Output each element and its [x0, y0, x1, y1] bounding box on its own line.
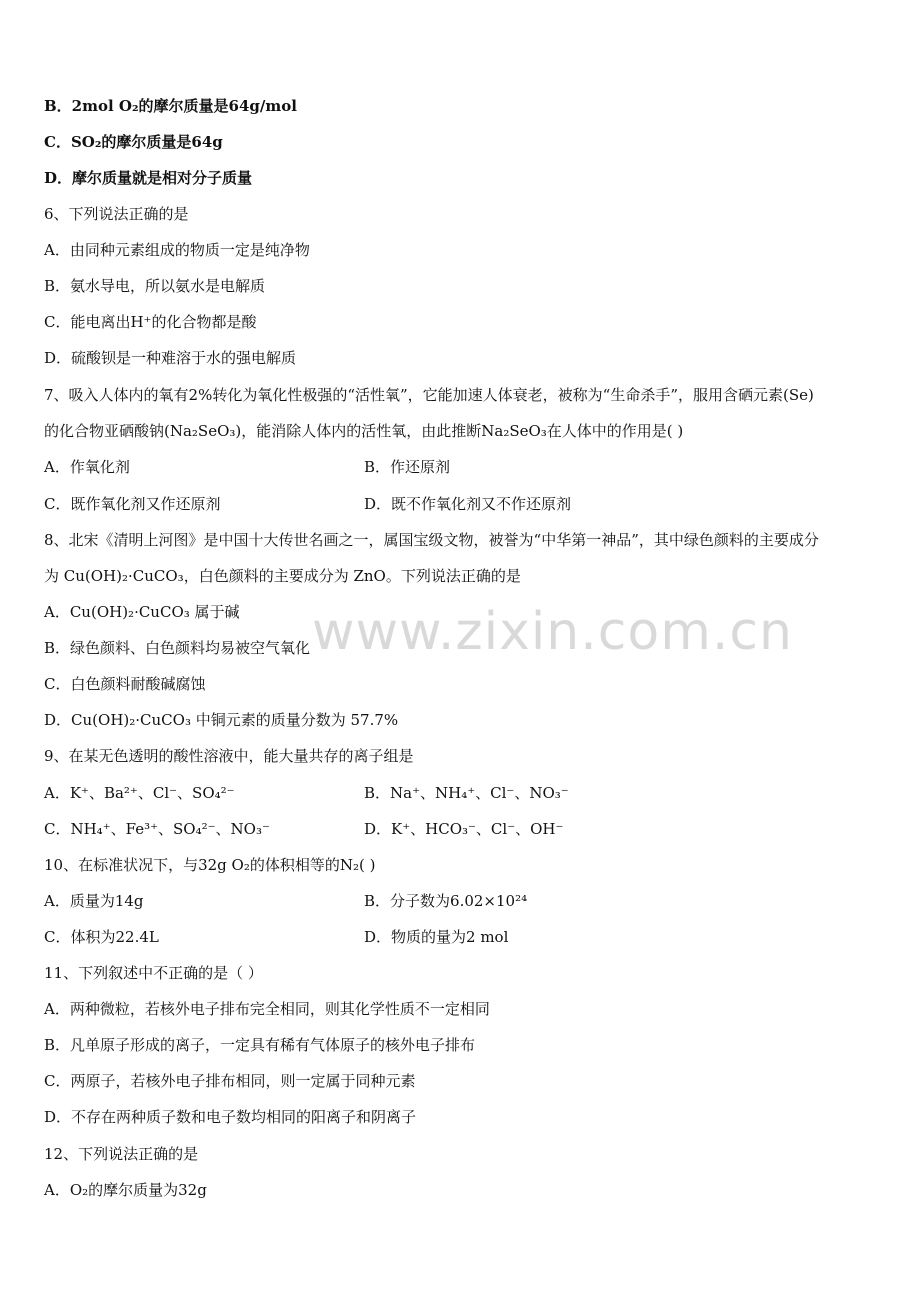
- q7-option-b: B．作还原剂: [364, 458, 451, 476]
- option-d-line: D．摩尔质量就是相对分子质量: [44, 169, 253, 187]
- q11-option-d: D．不存在两种质子数和电子数均相同的阳离子和阴离子: [44, 1108, 417, 1126]
- q6-option-c: C．能电离出H⁺的化合物都是酸: [44, 313, 257, 331]
- question-11: 11、下列叙述中不正确的是（ ）: [44, 964, 263, 982]
- q6-option-a: A．由同种元素组成的物质一定是纯净物: [44, 241, 310, 259]
- q6-option-b: B．氨水导电，所以氨水是电解质: [44, 277, 266, 295]
- q8-option-d: D．Cu(OH)₂·CuCO₃ 中铜元素的质量分数为 57.7%: [44, 711, 399, 729]
- question-8-line1: 8、北宋《清明上河图》是中国十大传世名画之一，属国宝级文物，被誉为“中华第一神品”，其中绿色颜料的主要成分: [44, 531, 819, 549]
- q11-option-b: B．凡单原子形成的离子，一定具有稀有气体原子的核外电子排布: [44, 1036, 476, 1054]
- question-12: 12、下列说法正确的是: [44, 1145, 199, 1163]
- q8-option-c: C．白色颜料耐酸碱腐蚀: [44, 675, 206, 693]
- q10-option-d: D．物质的量为2 mol: [364, 928, 509, 946]
- q8-option-a: A．Cu(OH)₂·CuCO₃ 属于碱: [44, 603, 240, 621]
- q7-option-c: C．既作氧化剂又作还原剂: [44, 495, 221, 513]
- question-7-line1: 7、吸入人体内的氧有2%转化为氧化性极强的“活性氧”，它能加速人体衰老，被称为“生命杀手”，服用含硒元素(Se): [44, 386, 814, 404]
- question-6: 6、下列说法正确的是: [44, 205, 189, 223]
- q11-option-a: A．两种微粒，若核外电子排布完全相同，则其化学性质不一定相同: [44, 1000, 490, 1018]
- q7-option-d: D．既不作氧化剂又不作还原剂: [364, 495, 572, 513]
- question-9: 9、在某无色透明的酸性溶液中，能大量共存的离子组是: [44, 747, 414, 765]
- q9-option-a: A．K⁺、Ba²⁺、Cl⁻、SO₄²⁻: [44, 784, 235, 802]
- watermark: www.zixin.com.cn: [312, 602, 793, 662]
- q7-option-a: A．作氧化剂: [44, 458, 130, 476]
- q10-option-c: C．体积为22.4L: [44, 928, 159, 946]
- q11-option-c: C．两原子，若核外电子排布相同，则一定属于同种元素: [44, 1072, 416, 1090]
- q9-option-b: B．Na⁺、NH₄⁺、Cl⁻、NO₃⁻: [364, 784, 569, 802]
- q10-option-a: A．质量为14g: [44, 892, 144, 910]
- q6-option-d: D．硫酸钡是一种难溶于水的强电解质: [44, 349, 297, 367]
- q9-option-c: C．NH₄⁺、Fe³⁺、SO₄²⁻、NO₃⁻: [44, 820, 270, 838]
- question-8-line2: 为 Cu(OH)₂·CuCO₃，白色颜料的主要成分为 ZnO。下列说法正确的是: [44, 567, 521, 585]
- question-7-line2: 的化合物亚硒酸钠(Na₂SeO₃)，能消除人体内的活性氧，由此推断Na₂SeO₃在人体中的作用是( ): [44, 422, 684, 440]
- q8-option-b: B．绿色颜料、白色颜料均易被空气氧化: [44, 639, 311, 657]
- q10-option-b: B．分子数为6.02×10²⁴: [364, 892, 528, 910]
- question-10: 10、在标准状况下，与32g O₂的体积相等的N₂( ): [44, 856, 376, 874]
- q9-option-d: D．K⁺、HCO₃⁻、Cl⁻、OH⁻: [364, 820, 564, 838]
- q12-option-a: A．O₂的摩尔质量为32g: [44, 1181, 207, 1199]
- option-b-line: B．2mol O₂的摩尔质量是64g/mol: [44, 97, 297, 115]
- option-c-line: C．SO₂的摩尔质量是64g: [44, 133, 223, 151]
